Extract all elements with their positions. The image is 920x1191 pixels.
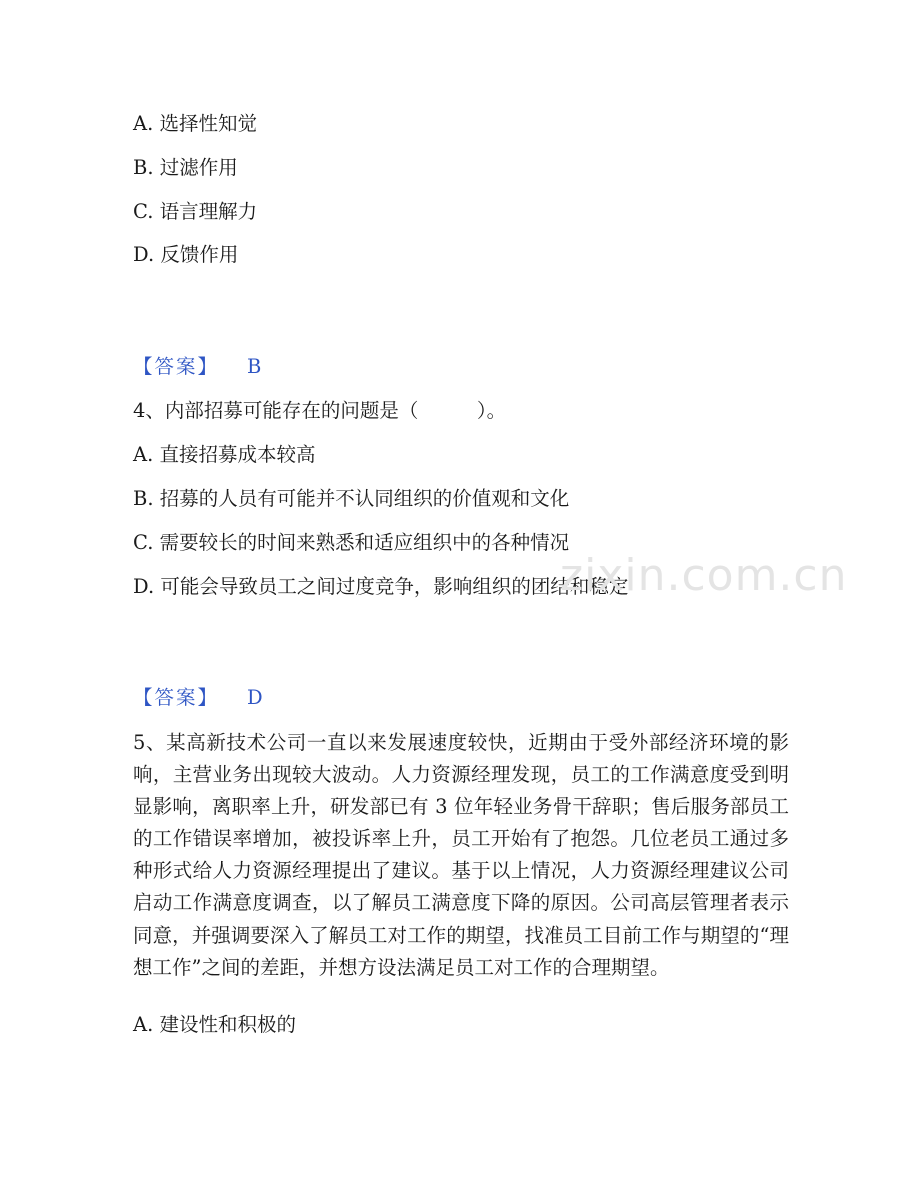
q4-option-b: B. 招募的人员有可能并不认同组织的价值观和文化	[133, 487, 570, 510]
q3-option-b: B. 过滤作用	[133, 156, 238, 179]
q3-answer-value: B	[247, 355, 262, 378]
q4-answer-label: 【答案】	[133, 686, 220, 709]
q3-option-d: D. 反馈作用	[133, 243, 239, 266]
q5-option-a: A. 建设性和积极的	[133, 1013, 296, 1036]
q4-option-a: A. 直接招募成本较高	[133, 443, 316, 466]
q4-option-c: C. 需要较长的时间来熟悉和适应组织中的各种情况	[133, 531, 570, 554]
q4-answer	[133, 684, 263, 712]
watermark: zixin.com.cn	[560, 550, 848, 601]
q3-answer	[133, 353, 261, 381]
q3-answer-label: 【答案】	[133, 355, 220, 378]
q5-stem: 5、某高新技术公司一直以来发展速度较快，近期由于受外部经济环境的影响，主营业务出现较大波动。人力资源经理发现，员工的工作满意度受到明显影响，离职率上升，研发部已有 3 位年轻业务骨干辞职；售后服务部员工的工作错误率增加，被投诉率上升，员工开始有了抱怨。几位老员工通过多种形式给人力资源经理提出了建议。基于以上情况，人力资源经理建议公司启动工作满意度调查，以了解员工满意度下降的原因。公司高层管理者表示同意，并强调要深入了解员工对工作的期望，找准员工目前工作与期望的“理想工作”之间的差距，并想方设法满足员工对工作的合理期望。	[133, 731, 789, 979]
q3-option-a: A. 选择性知觉	[133, 112, 257, 135]
q4-answer-value: D	[247, 686, 263, 709]
q3-option-c: C. 语言理解力	[133, 200, 258, 223]
q4-option-d: D. 可能会导致员工之间过度竞争，影响组织的团结和稳定	[133, 575, 629, 598]
q4-stem: 4、内部招募可能存在的问题是（ ）。	[133, 399, 507, 422]
